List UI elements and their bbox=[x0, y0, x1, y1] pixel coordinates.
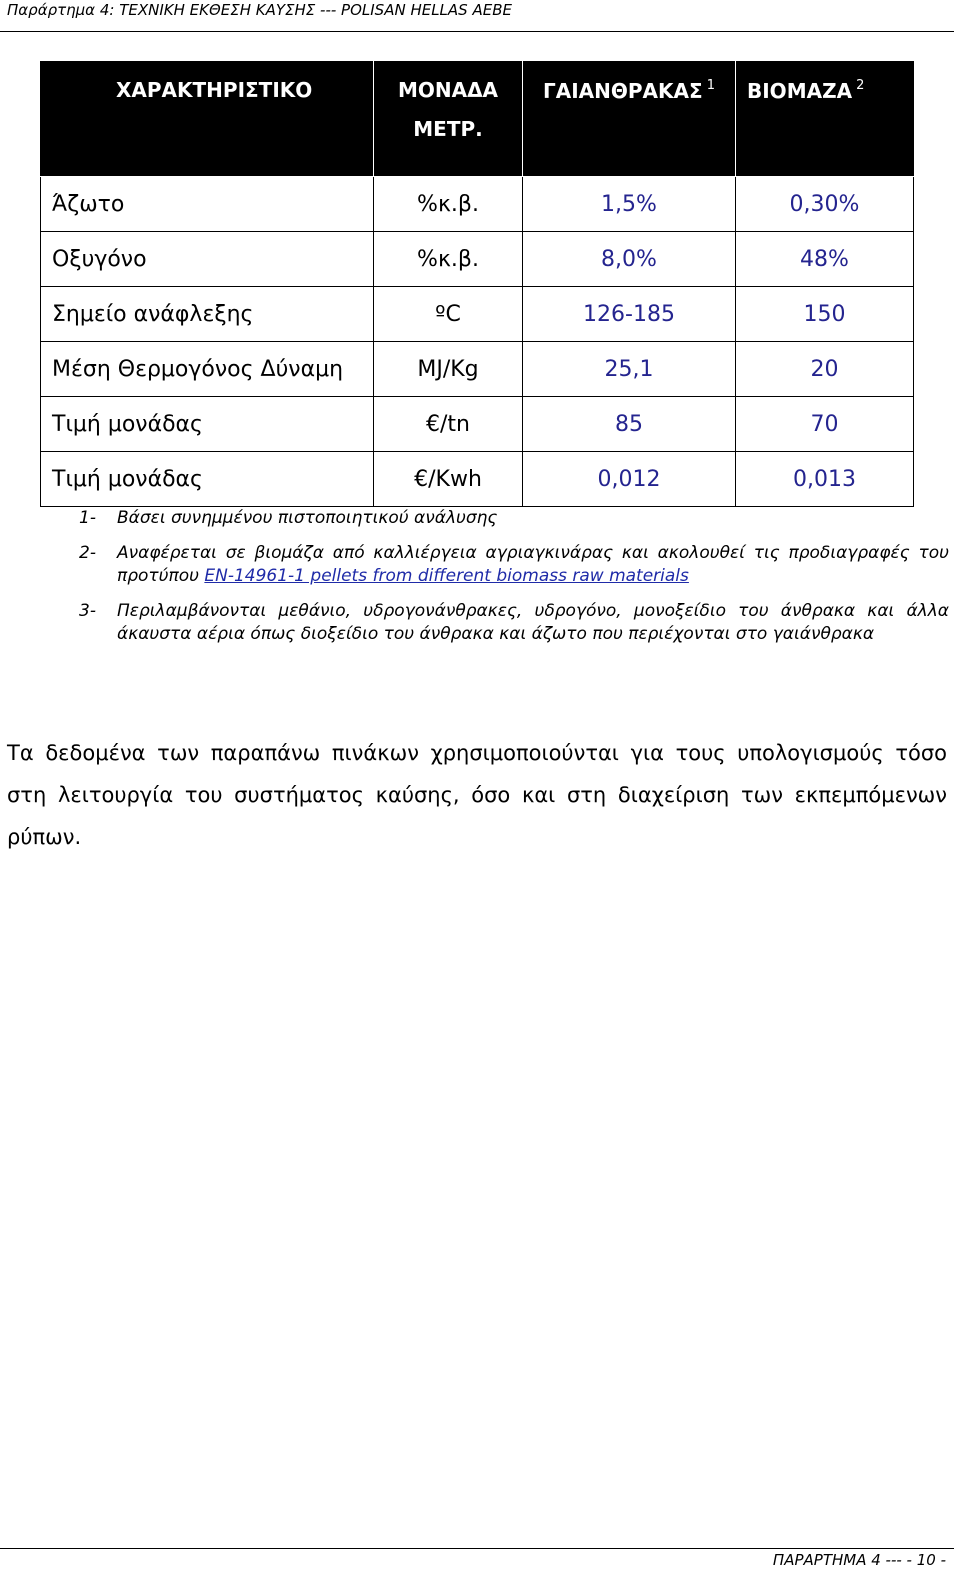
table-row bbox=[41, 232, 914, 287]
table-row bbox=[41, 177, 914, 232]
footnote bbox=[79, 507, 949, 530]
table-row bbox=[41, 287, 914, 342]
footnote-text: Περιλαμβάνονται μεθάνιο, υδρογονάνθρακες, υδρογόνο, μονοξείδιο του άνθρακα και άλλα άκαυστα αέρια όπως διοξείδιο του άνθρακα και άζωτο που περιέχονται στο γαιάνθρακα bbox=[117, 601, 949, 644]
footnote-number: 3- bbox=[79, 601, 96, 621]
header-characteristic bbox=[41, 62, 374, 177]
row-label: Άζωτο bbox=[41, 177, 374, 232]
row-unit: ºC bbox=[374, 287, 523, 342]
header-rule bbox=[0, 31, 954, 32]
page-header: Παράρτημα 4: ΤΕΧΝΙΚΗ ΕΚΘΕΣΗ ΚΑΥΣΗΣ --- POLISAN HELLAS AEBE bbox=[7, 1, 512, 19]
row-unit: %κ.β. bbox=[374, 177, 523, 232]
row-coal-value: 1,5% bbox=[523, 177, 736, 232]
row-unit: MJ/Kg bbox=[374, 342, 523, 397]
header-biomass bbox=[736, 62, 914, 177]
row-coal-value: 0,012 bbox=[523, 452, 736, 507]
row-unit: €/Kwh bbox=[374, 452, 523, 507]
row-label: Τιμή μονάδας bbox=[41, 397, 374, 452]
footer-rule bbox=[0, 1548, 954, 1549]
header-biomass-label: ΒΙΟΜΑΖΑ bbox=[747, 79, 853, 103]
row-label: Μέση Θερμογόνος Δύναμη bbox=[41, 342, 374, 397]
header-coal bbox=[523, 62, 736, 177]
footnote-text: Βάσει συνημμένου πιστοποιητικού ανάλυσης bbox=[117, 508, 498, 528]
page-footer: ΠΑΡΑΡΤΗΜΑ 4 --- - 10 - bbox=[772, 1551, 946, 1569]
header-characteristic-label: ΧΑΡΑΚΤΗΡΙΣΤΙΚΟ bbox=[116, 78, 313, 102]
footnote bbox=[79, 600, 949, 646]
fuel-characteristics-table bbox=[40, 61, 914, 507]
header-unit bbox=[374, 62, 523, 177]
header-coal-note: 1 bbox=[706, 78, 715, 93]
standard-link[interactable]: EN-14961-1 pellets from different biomass raw materials bbox=[204, 566, 689, 586]
table-row bbox=[41, 342, 914, 397]
footnote-number: 2- bbox=[79, 543, 96, 563]
row-biomass-value: 48% bbox=[736, 232, 914, 287]
row-coal-value: 85 bbox=[523, 397, 736, 452]
row-coal-value: 8,0% bbox=[523, 232, 736, 287]
header-coal-label: ΓΑΙΑΝΘΡΑΚΑΣ bbox=[543, 79, 703, 103]
row-coal-value: 25,1 bbox=[523, 342, 736, 397]
row-coal-value: 126-185 bbox=[523, 287, 736, 342]
table-header-row bbox=[41, 62, 914, 177]
row-biomass-value: 0,30% bbox=[736, 177, 914, 232]
row-label: Σημείο ανάφλεξης bbox=[41, 287, 374, 342]
footnote-number: 1- bbox=[79, 508, 96, 528]
row-biomass-value: 0,013 bbox=[736, 452, 914, 507]
header-biomass-note: 2 bbox=[856, 78, 865, 93]
footnotes bbox=[79, 507, 949, 658]
table-row bbox=[41, 452, 914, 507]
row-unit: %κ.β. bbox=[374, 232, 523, 287]
footnote bbox=[79, 542, 949, 588]
body-paragraph: Τα δεδομένα των παραπάνω πινάκων χρησιμοποιούνται για τους υπολογισμούς τόσο στη λειτουργία του συστήματος καύσης, όσο και στη διαχείριση των εκπεμπόμενων ρύπων. bbox=[7, 741, 947, 849]
header-unit-line2: ΜΕΤΡ. bbox=[413, 117, 483, 141]
header-unit-line1: ΜΟΝΑΔΑ bbox=[397, 78, 499, 102]
row-biomass-value: 150 bbox=[736, 287, 914, 342]
row-unit: €/tn bbox=[374, 397, 523, 452]
footnote-text: Αναφέρεται σε βιομάζα από καλλιέργεια αγριαγκινάρας και ακολουθεί τις προδιαγραφές του προτύπου bbox=[117, 543, 949, 586]
row-label: Οξυγόνο bbox=[41, 232, 374, 287]
row-label: Τιμή μονάδας bbox=[41, 452, 374, 507]
row-biomass-value: 20 bbox=[736, 342, 914, 397]
table-row bbox=[41, 397, 914, 452]
row-biomass-value: 70 bbox=[736, 397, 914, 452]
